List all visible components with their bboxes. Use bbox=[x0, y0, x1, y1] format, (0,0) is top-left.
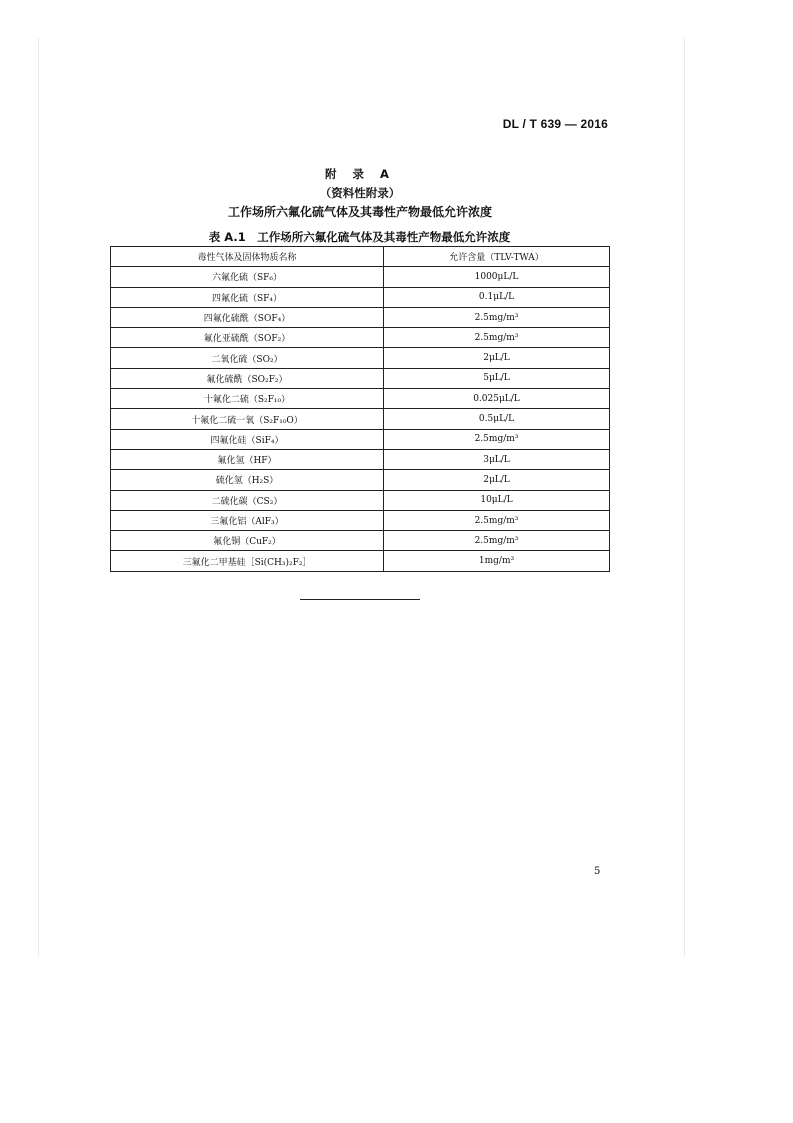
table-header-row bbox=[111, 247, 610, 267]
allowed-limit-cell: 0.1μL/L bbox=[384, 287, 610, 307]
table-row bbox=[111, 531, 610, 551]
substance-name-cell: 十氟化二硫一氧（S₂F₁₀O） bbox=[111, 409, 384, 429]
table-row bbox=[111, 287, 610, 307]
column-header-limit: 允许含量（TLV-TWA） bbox=[384, 247, 610, 267]
table-row bbox=[111, 470, 610, 490]
table-caption: 表 A.1 工作场所六氟化硫气体及其毒性产物最低允许浓度 bbox=[208, 230, 511, 244]
annex-title: 附 录 A bbox=[325, 167, 395, 181]
table-row bbox=[111, 368, 610, 388]
allowed-limit-cell: 2μL/L bbox=[384, 470, 610, 490]
allowed-limit-cell: 0.025μL/L bbox=[384, 389, 610, 409]
table-row bbox=[111, 267, 610, 287]
table-row bbox=[111, 409, 610, 429]
substance-name-cell: 氟化铜（CuF₂） bbox=[111, 531, 384, 551]
table-row bbox=[111, 510, 610, 530]
allowed-limit-cell: 3μL/L bbox=[384, 449, 610, 469]
substance-name-cell: 三氟化铝（AlF₃） bbox=[111, 510, 384, 530]
table-body bbox=[111, 267, 610, 571]
substance-name-cell: 四氟化硫酰（SOF₄） bbox=[111, 307, 384, 327]
end-rule bbox=[300, 599, 420, 600]
annex-heading: 工作场所六氟化硫气体及其毒性产物最低允许浓度 bbox=[227, 205, 492, 219]
table-row bbox=[111, 449, 610, 469]
allowed-limit-cell: 0.5μL/L bbox=[384, 409, 610, 429]
substance-name-cell: 三氟化二甲基硅［Si(CH₃)₂F₂］ bbox=[111, 551, 384, 571]
table-row bbox=[111, 348, 610, 368]
substance-name-cell: 四氟化硫（SF₄） bbox=[111, 287, 384, 307]
substance-name-cell: 氟化氢（HF） bbox=[111, 449, 384, 469]
substance-name-cell: 四氟化硅（SiF₄） bbox=[111, 429, 384, 449]
substance-name-cell: 十氟化二硫（S₂F₁₀） bbox=[111, 389, 384, 409]
table-row bbox=[111, 389, 610, 409]
page-number: 5 bbox=[594, 866, 601, 877]
column-header-substance: 毒性气体及固体物质名称 bbox=[111, 247, 384, 267]
allowed-limit-cell: 2.5mg/m³ bbox=[384, 429, 610, 449]
substance-name-cell: 二硫化碳（CS₂） bbox=[111, 490, 384, 510]
substance-name-cell: 氟化亚硫酰（SOF₂） bbox=[111, 328, 384, 348]
allowed-limit-cell: 5μL/L bbox=[384, 368, 610, 388]
allowed-limit-cell: 2.5mg/m³ bbox=[384, 307, 610, 327]
allowed-limit-cell: 2μL/L bbox=[384, 348, 610, 368]
allowed-limit-cell: 2.5mg/m³ bbox=[384, 510, 610, 530]
document-code: DL / T 639 — 2016 bbox=[502, 117, 608, 131]
allowed-limit-cell: 1mg/m³ bbox=[384, 551, 610, 571]
table-row bbox=[111, 307, 610, 327]
substance-name-cell: 六氟化硫（SF₆） bbox=[111, 267, 384, 287]
allowed-limit-cell: 10μL/L bbox=[384, 490, 610, 510]
allowed-limit-cell: 1000μL/L bbox=[384, 267, 610, 287]
table-row bbox=[111, 429, 610, 449]
substance-name-cell: 硫化氢（H₂S） bbox=[111, 470, 384, 490]
table-row bbox=[111, 551, 610, 571]
table-row bbox=[111, 490, 610, 510]
allowed-limit-cell: 2.5mg/m³ bbox=[384, 531, 610, 551]
exposure-limits-table bbox=[110, 246, 610, 572]
substance-name-cell: 二氧化硫（SO₂） bbox=[111, 348, 384, 368]
allowed-limit-cell: 2.5mg/m³ bbox=[384, 328, 610, 348]
table-row bbox=[111, 328, 610, 348]
annex-type: （资料性附录） bbox=[319, 186, 401, 200]
substance-name-cell: 氟化硫酰（SO₂F₂） bbox=[111, 368, 384, 388]
